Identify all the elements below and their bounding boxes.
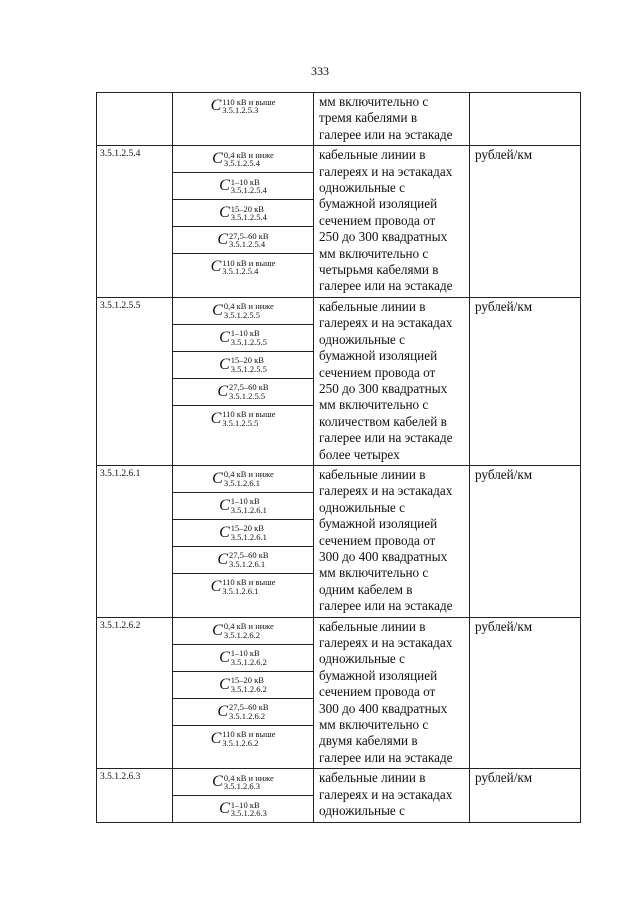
rate-symbol-indices — [222, 410, 275, 427]
symbol-cell — [173, 617, 314, 769]
symbol-slot — [173, 200, 313, 227]
symbol-subscript: 3.5.1.2.5.4 — [230, 185, 267, 196]
symbol-row — [173, 618, 313, 645]
row-code: 3.5.1.2.5.4 — [97, 146, 173, 298]
symbol-row — [173, 405, 313, 432]
symbol-subscript: 3.5.1.2.6.1 — [223, 477, 260, 488]
unit-cell: рублей/км — [470, 146, 581, 298]
symbol-subscript: 3.5.1.2.6.2 — [222, 737, 259, 748]
description-line: бумажной изоляцией — [319, 196, 438, 212]
description-line: галерее или на эстакаде — [319, 278, 453, 294]
symbol-row — [173, 93, 313, 119]
rate-symbol-indices — [229, 232, 269, 249]
symbol-row — [173, 146, 313, 173]
symbol-list — [173, 146, 313, 280]
symbol-list — [173, 618, 313, 752]
symbol-slot — [173, 173, 313, 200]
rate-symbol-indices — [224, 622, 274, 639]
rate-symbol — [173, 645, 313, 671]
symbol-slot — [173, 324, 313, 351]
description-line: мм включительно с — [319, 245, 429, 261]
rate-symbol — [173, 520, 313, 546]
rate-symbol-indices — [224, 302, 274, 319]
voltage-class: 15–20 кВ — [230, 523, 264, 534]
rate-symbol-letter: C — [217, 382, 229, 400]
rate-symbol-indices — [224, 151, 274, 168]
rate-symbol-indices — [231, 649, 267, 666]
rate-symbol-letter: C — [212, 469, 223, 487]
symbol-slot — [173, 298, 313, 325]
symbol-cell — [173, 769, 314, 823]
symbol-subscript: 3.5.1.2.5.4 — [230, 212, 267, 223]
rate-symbol-letter: C — [219, 328, 230, 346]
description-line: бумажной изоляцией — [319, 667, 438, 683]
symbol-subscript: 3.5.1.2.5.4 — [223, 158, 260, 169]
rate-symbol-letter: C — [219, 496, 230, 514]
symbol-list — [173, 298, 313, 432]
symbol-row — [173, 546, 313, 573]
symbol-slot — [173, 644, 313, 671]
symbol-subscript: 3.5.1.2.5.4 — [229, 239, 266, 250]
description-line: 300 до 400 квадратных — [319, 700, 448, 716]
voltage-class: 110 кВ и выше — [222, 409, 276, 420]
description-line: 250 до 300 квадратных — [319, 229, 448, 245]
voltage-class: 110 кВ и выше — [222, 729, 276, 740]
rate-symbol-indices — [231, 329, 267, 346]
description-cell — [314, 297, 470, 465]
unit-cell — [470, 93, 581, 146]
rate-symbol-letter: C — [219, 800, 230, 818]
symbol-subscript: 3.5.1.2.5.5 — [230, 336, 267, 347]
unit-cell: рублей/км — [470, 769, 581, 823]
description-line: кабельные линии в — [319, 298, 426, 314]
rate-symbol-letter: C — [219, 204, 230, 222]
rate-symbol — [173, 547, 313, 573]
symbol-slot — [173, 254, 313, 281]
description-line: галерее или на эстакаде — [319, 126, 453, 142]
table-row — [97, 297, 581, 465]
rate-symbol-letter: C — [210, 409, 222, 427]
unit-cell: рублей/км — [470, 297, 581, 465]
description-cell — [314, 93, 470, 146]
voltage-class: 0,4 кВ и ниже — [223, 772, 274, 783]
symbol-slot — [173, 725, 313, 752]
voltage-class: 0,4 кВ и ниже — [223, 469, 274, 480]
table-row — [97, 93, 581, 146]
voltage-class: 27,5–60 кВ — [229, 382, 269, 393]
description-line: сечением провода от — [319, 364, 436, 380]
voltage-class: 110 кВ и выше — [222, 257, 276, 268]
symbol-row — [173, 298, 313, 325]
rate-symbol — [173, 173, 313, 199]
description-line: галереях и на эстакадах — [319, 786, 453, 802]
symbol-slot — [173, 492, 313, 519]
description-line: кабельные линии в — [319, 618, 426, 634]
symbol-slot — [173, 227, 313, 254]
voltage-class: 110 кВ и выше — [222, 577, 276, 588]
rate-symbol-letter: C — [219, 523, 230, 541]
description-line: четырьмя кабелями в — [319, 262, 439, 278]
unit-cell: рублей/км — [470, 465, 581, 617]
symbol-row — [173, 324, 313, 351]
voltage-class: 1–10 кВ — [230, 496, 260, 507]
description-line: мм включительно с — [319, 717, 429, 733]
row-code: 3.5.1.2.6.1 — [97, 465, 173, 617]
voltage-class: 0,4 кВ и ниже — [223, 621, 274, 632]
tariff-table — [96, 92, 581, 823]
description-line: бумажной изоляцией — [319, 516, 438, 532]
symbol-slot — [173, 466, 313, 493]
rate-symbol-indices — [229, 551, 269, 568]
voltage-class: 0,4 кВ и ниже — [223, 149, 274, 160]
symbol-slot — [173, 546, 313, 573]
description-line: кабельные линии в — [319, 466, 426, 482]
symbol-slot — [173, 93, 313, 119]
rate-symbol — [173, 200, 313, 226]
description-cell — [314, 465, 470, 617]
symbol-row — [173, 378, 313, 405]
symbol-slot — [173, 769, 313, 796]
symbol-list — [173, 769, 313, 822]
description-line: галереях и на эстакадах — [319, 635, 453, 650]
rate-symbol-indices — [224, 774, 274, 791]
rate-symbol — [173, 672, 313, 698]
description-line: сечением провода от — [319, 684, 436, 700]
rate-symbol — [173, 254, 313, 280]
symbol-subscript: 3.5.1.2.6.3 — [223, 781, 260, 792]
rate-symbol-indices — [222, 730, 275, 747]
symbol-row — [173, 671, 313, 698]
rate-symbol — [173, 352, 313, 378]
rate-symbol — [173, 379, 313, 405]
description-line: галерее или на эстакаде — [319, 598, 453, 614]
rate-symbol-letter: C — [217, 550, 229, 568]
rate-symbol — [173, 93, 313, 119]
voltage-class: 27,5–60 кВ — [229, 702, 269, 713]
rate-symbol — [173, 325, 313, 351]
voltage-class: 1–10 кВ — [230, 799, 260, 810]
symbol-row — [173, 492, 313, 519]
voltage-class: 1–10 кВ — [230, 648, 260, 659]
symbol-subscript: 3.5.1.2.6.2 — [230, 683, 267, 694]
description-line: галереях и на эстакадах — [319, 483, 453, 499]
row-code: 3.5.1.2.5.5 — [97, 297, 173, 465]
description-line: галерее или на эстакаде — [319, 749, 453, 765]
description-line: мм включительно с — [319, 94, 429, 109]
rate-symbol-letter: C — [210, 258, 222, 276]
description-line: галереях и на эстакадах — [319, 163, 453, 179]
description-line: сечением провода от — [319, 212, 436, 228]
description-line: количеством кабелей в — [319, 413, 447, 429]
rate-symbol-letter: C — [219, 648, 230, 666]
description-line: 250 до 300 квадратных — [319, 380, 448, 396]
description-line: кабельные линии в — [319, 147, 426, 163]
rate-symbol — [173, 726, 313, 752]
row-code: 3.5.1.2.6.2 — [97, 617, 173, 769]
symbol-slot — [173, 573, 313, 600]
rate-symbol — [173, 769, 313, 795]
voltage-class: 15–20 кВ — [230, 675, 264, 686]
symbol-row — [173, 351, 313, 378]
rate-symbol-letter: C — [210, 729, 222, 747]
description-line: тремя кабелями в — [319, 110, 418, 126]
symbol-slot — [173, 671, 313, 698]
rate-symbol-indices — [231, 178, 267, 195]
description-line: одножильные с — [319, 180, 405, 196]
rate-symbol-letter: C — [212, 301, 223, 319]
symbol-slot — [173, 618, 313, 645]
voltage-class: 27,5–60 кВ — [229, 230, 269, 241]
rate-symbol — [173, 493, 313, 519]
rate-symbol — [173, 227, 313, 253]
rate-symbol-letter: C — [219, 177, 230, 195]
description-line: 300 до 400 квадратных — [319, 548, 448, 564]
rate-symbol — [173, 796, 313, 822]
symbol-subscript: 3.5.1.2.5.5 — [230, 363, 267, 374]
symbol-subscript: 3.5.1.2.6.2 — [223, 629, 260, 640]
rate-symbol — [173, 298, 313, 324]
rate-symbol — [173, 146, 313, 172]
rate-symbol-indices — [231, 801, 267, 818]
symbol-row — [173, 254, 313, 281]
voltage-class: 1–10 кВ — [230, 328, 260, 339]
symbol-subscript: 3.5.1.2.6.2 — [230, 656, 267, 667]
description-line: галерее или на эстакаде — [319, 430, 453, 446]
rate-symbol — [173, 574, 313, 600]
row-code: 3.5.1.2.6.3 — [97, 769, 173, 823]
rate-symbol — [173, 466, 313, 492]
symbol-subscript: 3.5.1.2.5.3 — [222, 105, 259, 115]
symbol-subscript: 3.5.1.2.6.1 — [222, 585, 259, 596]
rate-symbol-indices — [224, 470, 274, 487]
rate-symbol-indices — [231, 205, 267, 222]
rate-symbol-indices — [231, 676, 267, 693]
symbol-slot — [173, 405, 313, 432]
rate-symbol — [173, 699, 313, 725]
description-line: сечением провода от — [319, 532, 436, 548]
rate-symbol-letter: C — [212, 621, 223, 639]
description-cell — [314, 617, 470, 769]
symbol-list — [173, 93, 313, 119]
symbol-cell — [173, 93, 314, 146]
rate-symbol-letter: C — [219, 355, 230, 373]
symbol-slot — [173, 378, 313, 405]
symbol-row — [173, 573, 313, 600]
rate-symbol-letter: C — [210, 97, 222, 114]
symbol-cell — [173, 146, 314, 298]
symbol-row — [173, 519, 313, 546]
table-row — [97, 146, 581, 298]
tariff-table-body — [97, 93, 581, 823]
symbol-subscript: 3.5.1.2.5.5 — [223, 309, 260, 320]
description-line: галереях и на эстакадах — [319, 315, 453, 331]
symbol-cell — [173, 465, 314, 617]
symbol-slot — [173, 796, 313, 823]
rate-symbol-indices — [231, 524, 267, 541]
voltage-class: 110 кВ и выше — [222, 96, 276, 107]
symbol-subscript: 3.5.1.2.6.1 — [230, 504, 267, 515]
description-line: одножильные с — [319, 651, 405, 667]
symbol-subscript: 3.5.1.2.6.3 — [230, 808, 267, 819]
symbol-slot — [173, 351, 313, 378]
symbol-row — [173, 173, 313, 200]
symbol-row — [173, 698, 313, 725]
rate-symbol-letter: C — [217, 231, 229, 249]
symbol-subscript: 3.5.1.2.5.4 — [222, 266, 259, 277]
symbol-row — [173, 227, 313, 254]
rate-symbol-letter: C — [217, 702, 229, 720]
symbol-row — [173, 725, 313, 752]
table-row — [97, 769, 581, 823]
symbol-subscript: 3.5.1.2.5.5 — [222, 417, 259, 428]
rate-symbol-letter: C — [210, 577, 222, 595]
description-line: бумажной изоляцией — [319, 348, 438, 364]
rate-symbol — [173, 618, 313, 644]
symbol-slot — [173, 519, 313, 546]
table-row — [97, 617, 581, 769]
description-cell — [314, 769, 470, 823]
symbol-row — [173, 796, 313, 823]
symbol-subscript: 3.5.1.2.6.1 — [230, 531, 267, 542]
rate-symbol-letter: C — [212, 150, 223, 168]
description-line: более четырех — [319, 446, 400, 462]
page-number: 333 — [311, 64, 329, 78]
symbol-subscript: 3.5.1.2.6.1 — [229, 558, 266, 569]
description-line: одним кабелем в — [319, 581, 413, 597]
symbol-cell — [173, 297, 314, 465]
voltage-class: 15–20 кВ — [230, 203, 264, 214]
rate-symbol-letter: C — [212, 773, 223, 791]
rate-symbol-indices — [229, 703, 269, 720]
description-line: мм включительно с — [319, 397, 429, 413]
rate-symbol-indices — [231, 356, 267, 373]
table-row — [97, 465, 581, 617]
symbol-row — [173, 769, 313, 796]
rate-symbol-indices — [222, 259, 275, 276]
unit-cell: рублей/км — [470, 617, 581, 769]
symbol-row — [173, 644, 313, 671]
description-line: одножильные с — [319, 331, 405, 347]
rate-symbol — [173, 406, 313, 432]
description-line: двумя кабелями в — [319, 733, 418, 749]
description-line: одножильные с — [319, 803, 405, 819]
symbol-row — [173, 466, 313, 493]
voltage-class: 27,5–60 кВ — [229, 550, 269, 561]
rate-symbol-indices — [222, 578, 275, 595]
voltage-class: 1–10 кВ — [230, 176, 260, 187]
rate-symbol-indices — [222, 98, 275, 115]
rate-symbol-letter: C — [219, 675, 230, 693]
voltage-class: 0,4 кВ и ниже — [223, 301, 274, 312]
voltage-class: 15–20 кВ — [230, 355, 264, 366]
symbol-slot — [173, 146, 313, 173]
description-cell — [314, 146, 470, 298]
symbol-subscript: 3.5.1.2.6.2 — [229, 710, 266, 721]
symbol-subscript: 3.5.1.2.5.5 — [229, 390, 266, 401]
row-code — [97, 93, 173, 146]
rate-symbol-indices — [231, 497, 267, 514]
symbol-row — [173, 200, 313, 227]
description-line: одножильные с — [319, 499, 405, 515]
description-line: мм включительно с — [319, 565, 429, 581]
symbol-list — [173, 466, 313, 600]
rate-symbol-indices — [229, 383, 269, 400]
symbol-slot — [173, 698, 313, 725]
description-line: кабельные линии в — [319, 770, 426, 786]
